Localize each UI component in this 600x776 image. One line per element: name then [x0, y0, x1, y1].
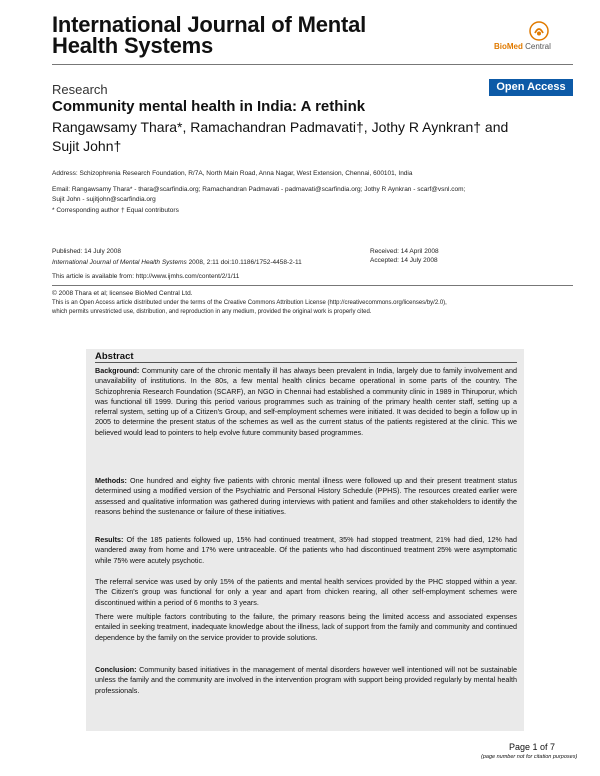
publisher-bold: BioMed	[494, 42, 523, 51]
copyright: © 2008 Thara et al; licensee BioMed Central Ltd.	[52, 290, 193, 297]
biomed-central-logo-icon	[529, 21, 549, 41]
abstract-background	[95, 366, 517, 438]
abstract-heading: Abstract	[95, 351, 134, 362]
background-label: Background:	[95, 366, 140, 375]
email-line2: Sujit John - sujitjohn@scarfindia.org	[52, 196, 156, 203]
article-title: Community mental health in India: A rethink	[52, 98, 366, 115]
conclusion-label: Conclusion:	[95, 665, 137, 674]
section-label: Research	[52, 82, 108, 97]
page-number-note: (page number not for citation purposes)	[481, 754, 578, 760]
corresponding-note: * Corresponding author † Equal contributors	[52, 207, 179, 214]
methods-text: One hundred and eighty five patients with chronic mental illness were followed up and their present treatment status determined using a modified version of the Psychiatric and Personal History Schedule (PPHS). The resources created earlier were assessed and qualitative information was gathered during interviews with patient and families and other stakeholders to identify the reasons behind the sustenance or failure of these initiatives.	[95, 476, 517, 516]
journal-title-line2: Health Systems	[52, 33, 214, 58]
abstract-results-p3: There were multiple factors contributing to the failure, the primary reasons being the limited access and associated expenses entailed in seeking treatment, inadequate knowledge about the illness, lack of support from the family and community and continued dependence by the family on the service provider to provide solutions.	[95, 612, 517, 642]
abstract-rule	[95, 362, 517, 363]
license-line2: which permits unrestricted use, distribution, and reproduction in any medium, provided the original work is properly cited.	[52, 309, 372, 315]
publisher-rest: Central	[522, 42, 551, 51]
authors-line1: Rangawsamy Thara*, Ramachandran Padmavati†, Jothy R Aynkran† and	[52, 119, 509, 135]
address: Address: Schizophrenia Research Foundation, R/7A, North Main Road, Anna Nagar, West Extension, Chennai, 600101, India	[52, 170, 413, 177]
journal-title-line1: International Journal of Mental	[52, 12, 367, 37]
results-label: Results:	[95, 535, 124, 544]
authors-line2: Sujit John†	[52, 138, 122, 154]
accepted-date: Accepted: 14 July 2008	[370, 257, 438, 264]
abstract-methods	[95, 476, 517, 517]
author-list	[52, 118, 532, 156]
abstract-conclusion	[95, 665, 517, 696]
citation	[52, 258, 302, 268]
received-date: Received: 14 April 2008	[370, 248, 439, 255]
conclusion-text: Community based initiatives in the management of mental disorders however well intentioned will not be sustainable unless the family and the community are involved in the intervention program with support being provided regularly by mental health professionals.	[95, 665, 517, 695]
journal-title	[52, 14, 366, 56]
citation-rest: 2008, 2:11 doi:10.1186/1752-4458-2-11	[186, 259, 302, 266]
results-text: Of the 185 patients followed up, 15% had continued treatment, 35% had stopped treatment, 21% had died, 12% had wandered away from home and 17% were untraceable. Of the patients who had discontinued treatment 25% were asymptomatic while 75% were acutely psychotic.	[95, 535, 517, 565]
license-line1: This is an Open Access article distributed under the terms of the Creative Commons Attribution License (http://creativecommons.org/licenses/by/2.0),	[52, 300, 447, 306]
abstract-results-p2: The referral service was used by only 15% of the patients and mental health services provided by the PHC stopped within a year. The Citizen's group was functional for only a year and apart from chicken rearing, all other self-employment schemes were discontinued within a period of 6 months to 3 years.	[95, 577, 517, 607]
citation-journal: International Journal of Mental Health Systems	[52, 259, 187, 266]
article-url[interactable]: This article is available from: http://www.ijmhs.com/content/2/1/11	[52, 273, 240, 280]
header-rule	[52, 64, 573, 65]
methods-label: Methods:	[95, 476, 127, 485]
abstract-results	[95, 535, 517, 566]
open-access-badge: Open Access	[489, 79, 573, 96]
pubinfo-rule	[52, 285, 573, 286]
publisher-logo-text	[494, 42, 551, 51]
email-line1: Email: Rangawsamy Thara* - thara@scarfindia.org; Ramachandran Padmavati - padmavati@scarfindia.org; Jothy R Aynkran - scarf@vsnl.com;	[52, 186, 466, 193]
email-list	[52, 185, 572, 205]
license	[52, 299, 582, 317]
background-text: Community care of the chronic mentally ill has always been prevalent in India, largely due to family involvement and unavailability of institutions. In the 80s, a few mental health clinics became operational in some parts of the country. The Schizophrenia Research Foundation (SCARF), an NGO in Chennai had established a community clinic in 1989 in Thiruporur, which was functional till 1999. During this period various programmes such as training of the primary health center staff, setting up a referral system, setting up of a Citizen's Group, and self-employment schemes were initiated. It was decided to begin a follow up in 2005 to determine the present status of the schemes as well as the current status of the patients registered at the clinic. This we believed would lead to pointers to help evolve future community based programmes.	[95, 366, 517, 437]
published-date: Published: 14 July 2008	[52, 248, 122, 255]
page-number: Page 1 of 7	[509, 742, 556, 752]
